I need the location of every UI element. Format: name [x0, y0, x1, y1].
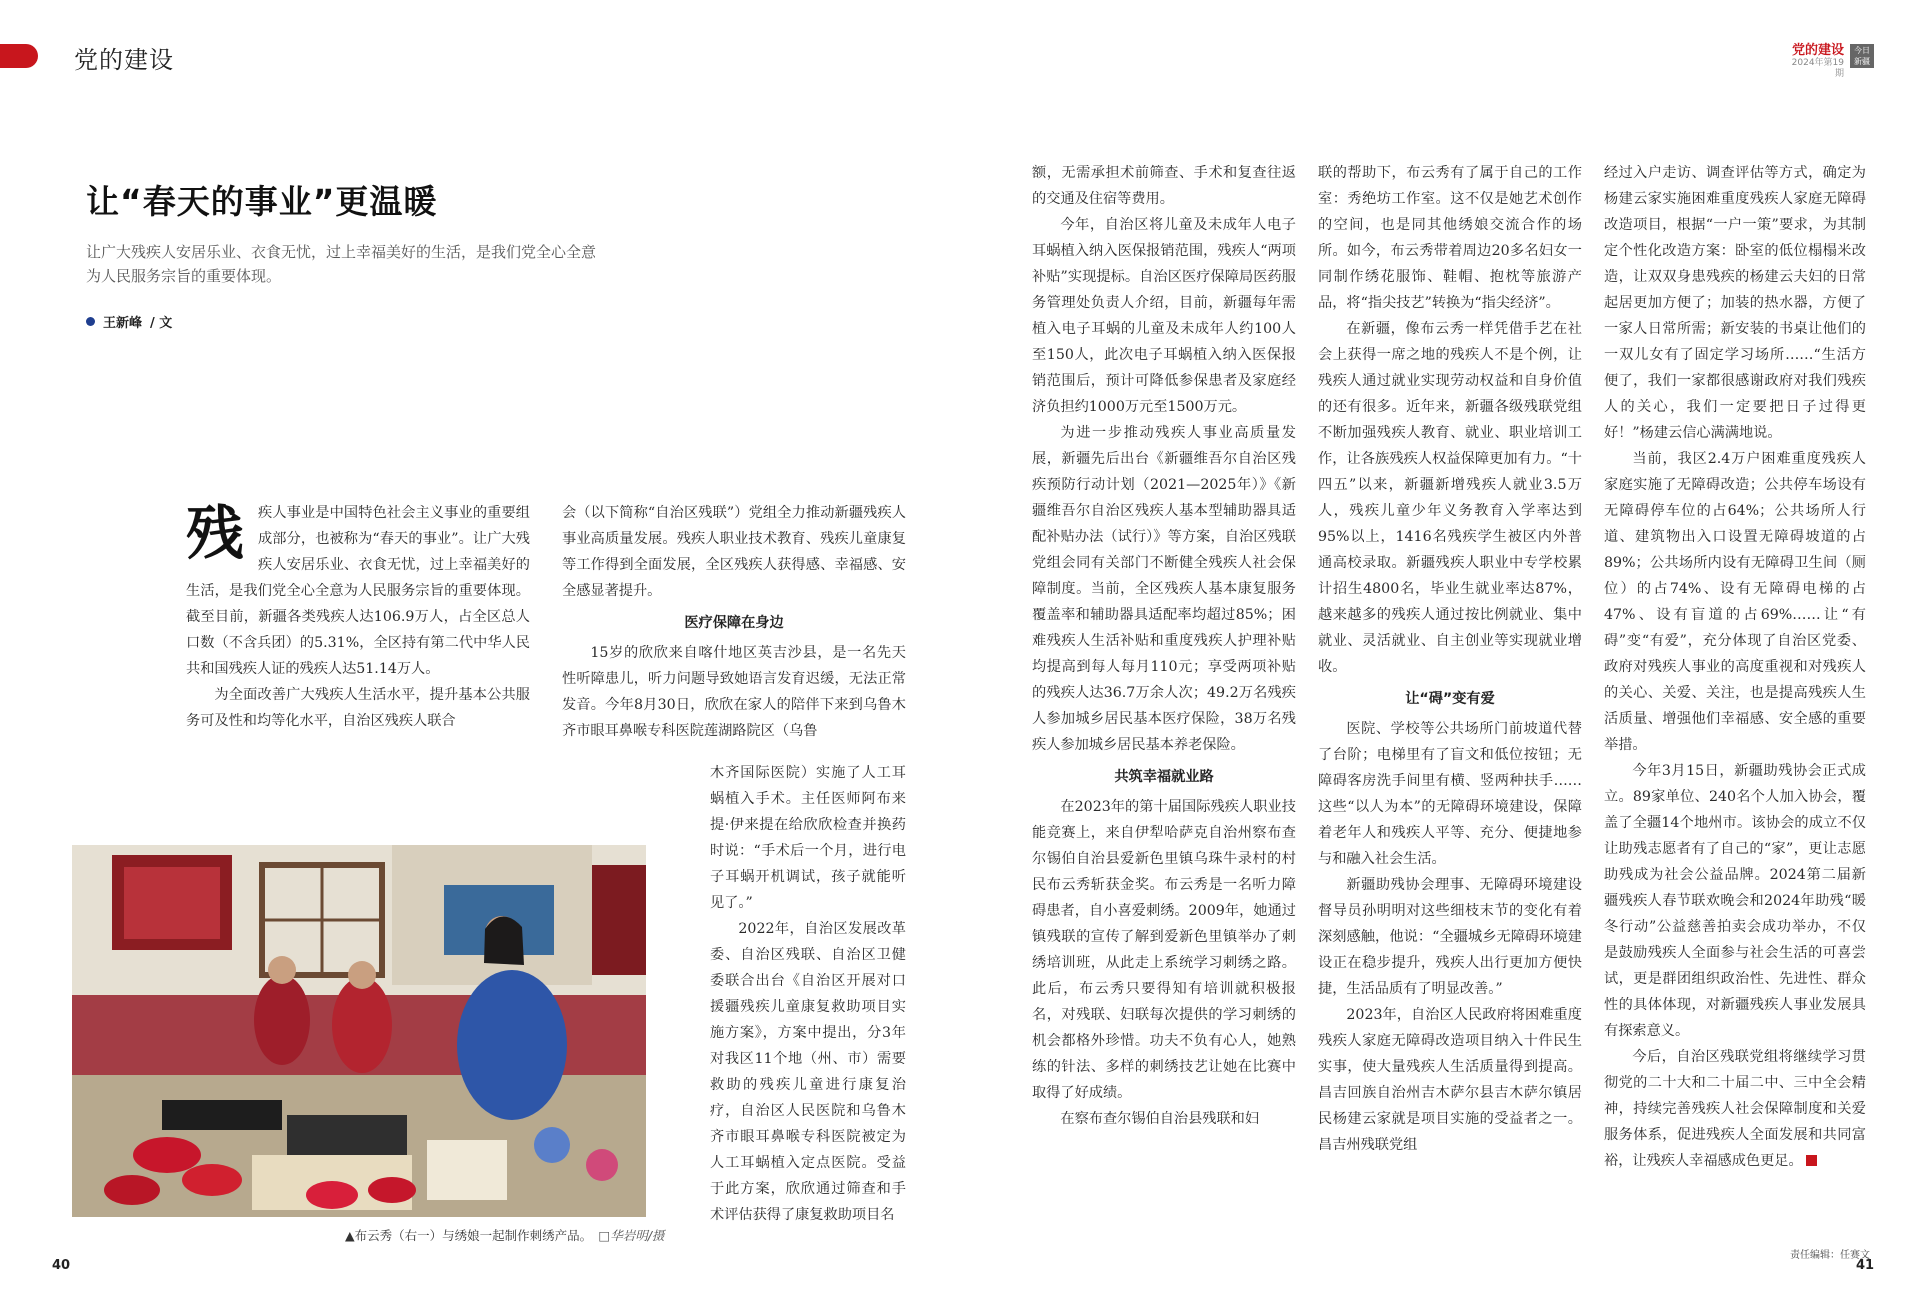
paragraph: 为进一步推动残疾人事业高质量发展，新疆先后出台《新疆维吾尔自治区残疾预防行动计划（2021—2025年）》《新疆维吾尔自治区残疾人基本型辅助器具适配补贴办法（试行）》等方案，自治区残联党组会同有关部门不断健全残疾人社会保障制度。当前，全区残疾人基本康复服务覆盖率和辅助器具适配率均超过85%；困难残疾人生活补贴和重度残疾人护理补贴均提高到每人每月110元；享受两项补贴的残疾人达36.7万余人次；49.2万名残疾人参加城乡居民基本医疗保险，38万名残疾人参加城乡居民基本养老保险。	[1032, 425, 1296, 753]
byline-dot-icon	[86, 317, 95, 326]
author-role: / 文	[150, 316, 173, 331]
paragraph: 今年，自治区将儿童及未成年人电子耳蜗植入纳入医保报销范围，残疾人“两项补贴”实现提标。自治区医疗保障局医药服务管理处负责人介绍，目前，新疆每年需植入电子耳蜗的儿童及未成年人约100人至150人，此次电子耳蜗植入纳入医保报销范围后，预计可降低参保患者及家庭经济负担约1000万元至1500万元。	[1032, 217, 1296, 415]
section-label: 党的建设	[74, 46, 174, 74]
page-number-left: 40	[52, 1258, 71, 1273]
byline	[86, 312, 172, 331]
closing-paragraph-text: 今后，自治区残联党组将继续学习贯彻党的二十大和二十届二中、三中全会精神，持续完善残疾人社会保障制度和关爱服务体系，促进残疾人全面发展和共同富裕，让残疾人幸福感成色更足。	[1604, 1049, 1866, 1169]
masthead-title: 党的建设	[1791, 43, 1844, 58]
magazine-logo-line1: 今日	[1854, 46, 1870, 55]
paragraph: 会（以下简称“自治区残联”）党组全力推动新疆残疾人事业高质量发展。残疾人职业技术教育、残疾儿童康复等工作得到全面发展，全区残疾人获得感、幸福感、安全感显著提升。	[562, 505, 906, 599]
article-title: 让“春天的事业”更温暖	[86, 182, 438, 221]
paragraph: 当前，我区2.4万户困难重度残疾人家庭实施了无障碍改造；公共停车场设有无障碍停车位的占64%；公共场所人行道、建筑物出入口设置无障碍坡道的占89%；公共场所内设有无障碍卫生间（厕位）的占74%、设有无障碍电梯的占47%、设有盲道的占69%……让“有碍”变“有爱”，充分体现了自治区党委、政府对残疾人事业的高度重视和对残疾人的关心、关爱、关注，也是提高残疾人生活质量、增强他们幸福感、安全感的重要举措。	[1604, 451, 1866, 753]
subheading: 让“碍”变有爱	[1405, 691, 1495, 707]
paragraph: 医院、学校等公共场所门前坡道代替了台阶；电梯里有了盲文和低位按钮；无障碍客房洗手间里有横、竖两种扶手……这些“以人为本”的无障碍环境建设，保障着老年人和残疾人平等、充分、便捷地参与和融入社会生活。	[1318, 721, 1582, 867]
paragraph: 联的帮助下，布云秀有了属于自己的工作室：秀绝坊工作室。这不仅是她艺术创作的空间，也是同其他绣娘交流合作的场所。如今，布云秀带着周边20多名妇女一同制作绣花服饰、鞋帽、抱枕等旅游产品，将“指尖技艺”转换为“指尖经济”。	[1318, 165, 1582, 311]
editor-credit: 责任编辑：任赛文	[1790, 1250, 1870, 1261]
caption-triangle-icon: ▲	[345, 1228, 355, 1243]
drop-cap: 残	[186, 499, 245, 567]
end-mark-icon	[1806, 1155, 1817, 1166]
paragraph: 今年3月15日，新疆助残协会正式成立。89家单位、240名个人加入协会，覆盖了全疆14个地州市。该协会的成立不仅让助残志愿者有了自己的“家”，更让志愿助残成为社会公益品牌。2024第二届新疆残疾人春节联欢晚会和2024年助残“暖冬行动”公益慈善拍卖会成功举办，不仅是鼓励残疾人全面参与社会生活的可喜尝试，更是群团组织政治性、先进性、群众性的具体体现，对新疆残疾人事业发展具有探索意义。	[1604, 763, 1866, 1039]
article-lead: 让广大残疾人安居乐业、衣食无忧，过上幸福美好的生活，是我们党全心全意为人民服务宗旨的重要体现。	[86, 243, 597, 285]
magazine-logo	[1850, 44, 1874, 68]
paragraph: 木齐国际医院）实施了人工耳蜗植入手术。主任医师阿布来提·伊来提在给欣欣检查并换药时说：“手术后一个月，进行电子耳蜗开机调试，孩子就能听见了。”	[710, 765, 906, 911]
photo-caption	[345, 1226, 664, 1244]
caption-text: 布云秀（右一）与绣娘一起制作刺绣产品。	[354, 1228, 593, 1243]
author-name: 王新峰	[103, 316, 143, 331]
paragraph: 在新疆，像布云秀一样凭借手艺在社会上获得一席之地的残疾人不是个例，让残疾人通过就业实现劳动权益和自身价值的还有很多。近年来，新疆各级残联党组不断加强残疾人教育、就业、职业培训工作，让各族残疾人权益保障更加有力。“十四五”以来，新疆新增残疾人就业3.5万人，残疾儿童少年义务教育入学率达到95%以上，1416名残疾学生被区内外普通高校录取。新疆残疾人职业中专学校累计招生4800名，毕业生就业率达87%，越来越多的残疾人通过按比例就业、集中就业、灵活就业、自主创业等实现就业增收。	[1318, 321, 1582, 675]
column-4	[1318, 160, 1582, 1158]
paragraph: 疾人事业是中国特色社会主义事业的重要组成部分，也被称为“春天的事业”。让广大残疾人安居乐业、衣食无忧，过上幸福美好的生活，是我们党全心全意为人民服务宗旨的重要体现。截至目前，新疆各类残疾人达106.9万人，占全区总人口数（不含兵团）的5.31%，全区持有第二代中华人民共和国残疾人证的残疾人达51.14万人。	[186, 505, 530, 677]
paragraph: 在察布查尔锡伯自治县残联和妇	[1060, 1111, 1260, 1127]
section-color-tab	[0, 44, 38, 68]
paragraph: 在2023年的第十届国际残疾人职业技能竞赛上，来自伊犁哈萨克自治州察布查尔锡伯自治县爱新色里镇乌珠牛录村的村民布云秀斩获金奖。布云秀是一名听力障碍患者，自小喜爱刺绣。2009年，她通过镇残联的宣传了解到爱新色里镇举办了刺绣培训班，从此走上系统学习刺绣之路。此后，布云秀只要得知有培训就积极报名，对残联、妇联每次提供的学习刺绣的机会都格外珍惜。功夫不负有心人，她熟练的针法、多样的刺绣技艺让她在比赛中取得了好成绩。	[1032, 799, 1296, 1101]
column-5	[1604, 160, 1866, 1174]
masthead-issue: 2024年第19期	[1791, 58, 1844, 79]
paragraph: 15岁的欣欣来自喀什地区英吉沙县，是一名先天性听障患儿，听力问题导致她语言发育迟缓，无法正常发音。今年8月30日，欣欣在家人的陪伴下来到乌鲁木齐市眼耳鼻喉专科医院莲湖路院区（乌鲁	[562, 645, 906, 739]
paragraph: 为全面改善广大残疾人生活水平，提升基本公共服务可及性和均等化水平，自治区残疾人联合	[186, 687, 530, 729]
column-3	[1032, 160, 1296, 1132]
paragraph: 新疆助残协会理事、无障碍环境建设督导员孙明明对这些细枝末节的变化有着深刻感触，他说：“全疆城乡无障碍环境建设正在稳步提升，残疾人出行更加方便快捷，生活品质有了明显改善。”	[1318, 877, 1582, 997]
photo-credit: □华岩明/摄	[598, 1228, 665, 1243]
paragraph: 2022年，自治区发展改革委、自治区残联、自治区卫健委联合出台《自治区开展对口援疆残疾儿童康复救助项目实施方案》，方案中提出，分3年对我区11个地（州、市）需要救助的残疾儿童进行康复治疗，自治区人民医院和乌鲁木齐市眼耳鼻喉专科医院被定为人工耳蜗植入定点医院。受益于此方案，欣欣通过筛查和手术评估获得了康复救助项目名	[710, 921, 906, 1223]
paragraph: 额，无需承担术前筛查、手术和复查往返的交通及住宿等费用。	[1032, 165, 1296, 207]
column-1	[186, 500, 530, 734]
paragraph	[1604, 1044, 1866, 1174]
photo-illustration	[72, 845, 646, 1217]
masthead	[1790, 44, 1844, 80]
paragraph: 经过入户走访、调查评估等方式，确定为杨建云家实施困难重度残疾人家庭无障碍改造项目，根据“一户一策”要求，为其制定个性化改造方案：卧室的低位榻榻米改造，让双双身患残疾的杨建云夫妇的日常起居更加方便了；加装的热水器，方便了一家人日常所需；新安装的书桌让他们的一双儿女有了固定学习场所……“生活方便了，我们一家都很感谢政府对我们残疾人的关心，我们一定要把日子过得更好！”杨建云信心满满地说。	[1604, 165, 1866, 441]
paragraph: 2023年，自治区人民政府将困难重度残疾人家庭无障碍改造项目纳入十件民生实事，使大量残疾人生活质量得到提高。昌吉回族自治州吉木萨尔县吉木萨尔镇居民杨建云家就是项目实施的受益者之一。昌吉州残联党组	[1318, 1007, 1582, 1153]
subheading: 共筑幸福就业路	[1114, 769, 1214, 785]
column-2-top	[562, 500, 906, 744]
subheading: 医疗保障在身边	[684, 615, 784, 631]
column-2-bottom	[710, 760, 906, 1228]
page-number-right: 41	[1856, 1258, 1875, 1273]
magazine-logo-line2: 新疆	[1854, 57, 1870, 66]
embroidery-photo	[72, 845, 646, 1217]
